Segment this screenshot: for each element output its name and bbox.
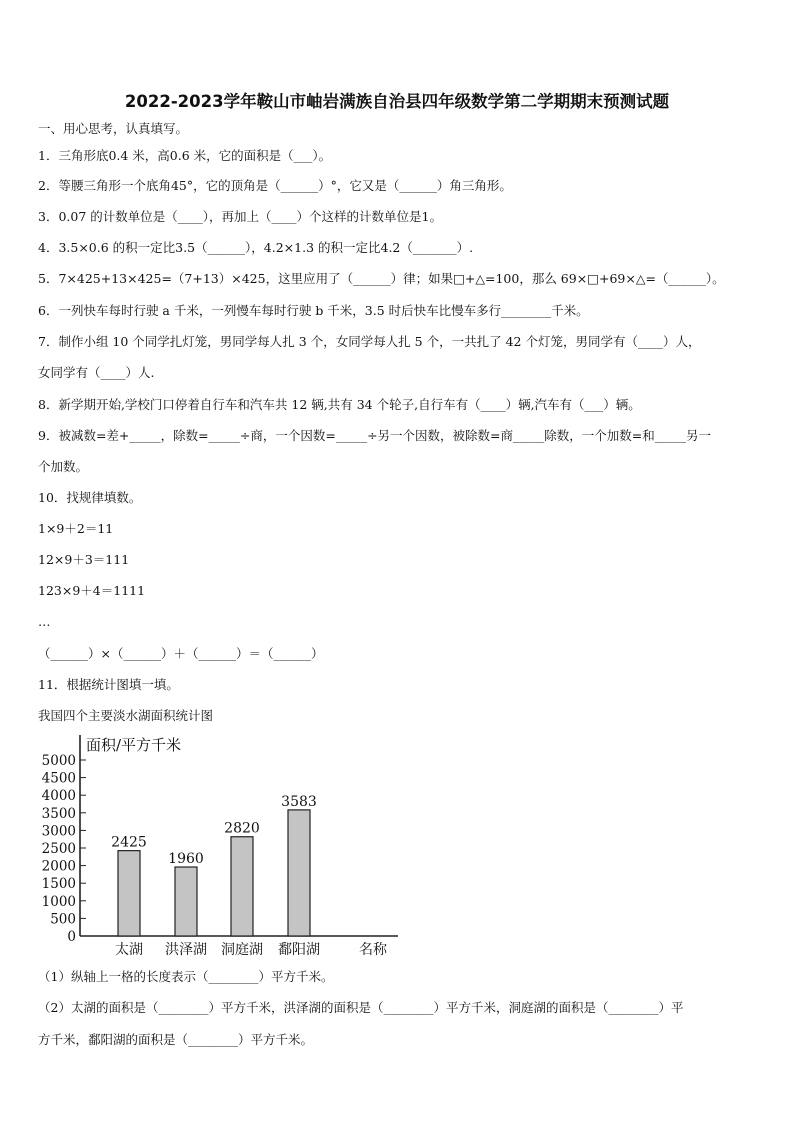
y-tick-label: 5000 xyxy=(41,753,76,769)
question-5: 5．7×425+13×425=（7+13）×425，这里应用了（______）律；如果□+△=100，那么 69×□+69×△=（______）。 xyxy=(38,271,725,286)
question-11: 11．根据统计图填一填。 xyxy=(38,677,179,692)
question-3: 3．0.07 的计数单位是（____），再加上（____）个这样的计数单位是1。 xyxy=(38,209,442,224)
data-label-1: 2425 xyxy=(111,834,147,851)
category-label-4: 鄱阳湖 xyxy=(278,942,320,958)
question-2: 2．等腰三角形一个底角45°，它的顶角是（______）°，它又是（______）角三角形。 xyxy=(38,178,512,193)
bar-2 xyxy=(175,867,197,936)
y-tick-label: 500 xyxy=(50,911,76,928)
y-tick-label: 2500 xyxy=(41,841,76,857)
category-label-3: 洞庭湖 xyxy=(221,942,263,958)
y-axis-label: 面积/平方千米 xyxy=(86,736,182,754)
bar-4 xyxy=(288,810,310,936)
data-label-4: 3583 xyxy=(281,793,317,810)
y-tick-label: 3000 xyxy=(41,823,76,840)
y-tick-label: 4000 xyxy=(41,788,76,805)
question-11-part-2-line-2: 方千米，鄱阳湖的面积是（________）平方千米。 xyxy=(38,1032,314,1047)
question-6: 6．一列快车每时行驶 a 千米，一列慢车每时行驶 b 千米，3.5 时后快车比慢车多行________千米。 xyxy=(38,303,589,318)
category-label-2: 洪泽湖 xyxy=(165,942,207,958)
y-tick-label: 2000 xyxy=(41,858,76,875)
question-8: 8．新学期开始,学校门口停着自行车和汽车共 12 辆,共有 34 个轮子,自行车有（____）辆,汽车有（___）辆。 xyxy=(38,397,641,412)
x-axis-label: 名称 xyxy=(359,942,387,958)
pattern-line-2: 12×9＋3＝111 xyxy=(38,552,130,567)
question-10: 10．找规律填数。 xyxy=(38,490,142,505)
question-9-line-1: 9．被减数=差+_____，除数=_____÷商，一个因数=_____÷另一个因数，被除数=商_____除数，一个加数=和_____另一 xyxy=(38,428,711,443)
category-label-1: 太湖 xyxy=(115,942,143,958)
question-11-part-2-line-1: （2）太湖的面积是（________）平方千米，洪泽湖的面积是（________）平方千米，洞庭湖的面积是（________）平 xyxy=(38,1000,684,1015)
pattern-answer-line: （______）×（______）＋（______）＝（______） xyxy=(38,646,324,661)
y-tick-label: 1500 xyxy=(41,876,76,893)
section-heading: 一、用心思考，认真填写。 xyxy=(38,121,189,136)
question-4: 4．3.5×0.6 的积一定比3.5（______），4.2×1.3 的积一定比4.2（_______）. xyxy=(38,240,474,255)
question-7-line-2: 女同学有（____）人. xyxy=(38,365,155,380)
pattern-line-4: … xyxy=(38,614,51,629)
y-tick-label: 1000 xyxy=(41,893,76,910)
bar-1 xyxy=(118,851,140,936)
data-label-2: 1960 xyxy=(168,851,204,868)
y-tick-label: 4500 xyxy=(41,770,76,787)
y-tick-label: 3500 xyxy=(41,805,76,822)
question-9-line-2: 个加数。 xyxy=(38,459,89,474)
page-title: 2022-2023学年鞍山市岫岩满族自治县四年级数学第二学期期末预测试题 xyxy=(124,92,670,111)
chart-caption: 我国四个主要淡水湖面积统计图 xyxy=(38,708,214,723)
question-7-line-1: 7．制作小组 10 个同学扎灯笼，男同学每人扎 3 个，女同学每人扎 5 个，一共扎了 42 个灯笼，男同学有（____）人， xyxy=(38,334,701,349)
y-tick-label: 0 xyxy=(67,929,76,945)
question-1: 1．三角形底0.4 米，高0.6 米，它的面积是（___）。 xyxy=(38,148,332,163)
pattern-line-3: 123×9＋4＝1111 xyxy=(38,583,146,598)
bar-3 xyxy=(231,837,253,936)
bar-chart xyxy=(30,730,410,965)
question-11-part-1: （1）纵轴上一格的长度表示（________）平方千米。 xyxy=(38,969,334,984)
pattern-line-1: 1×9＋2＝11 xyxy=(38,521,114,536)
data-label-3: 2820 xyxy=(224,820,260,837)
